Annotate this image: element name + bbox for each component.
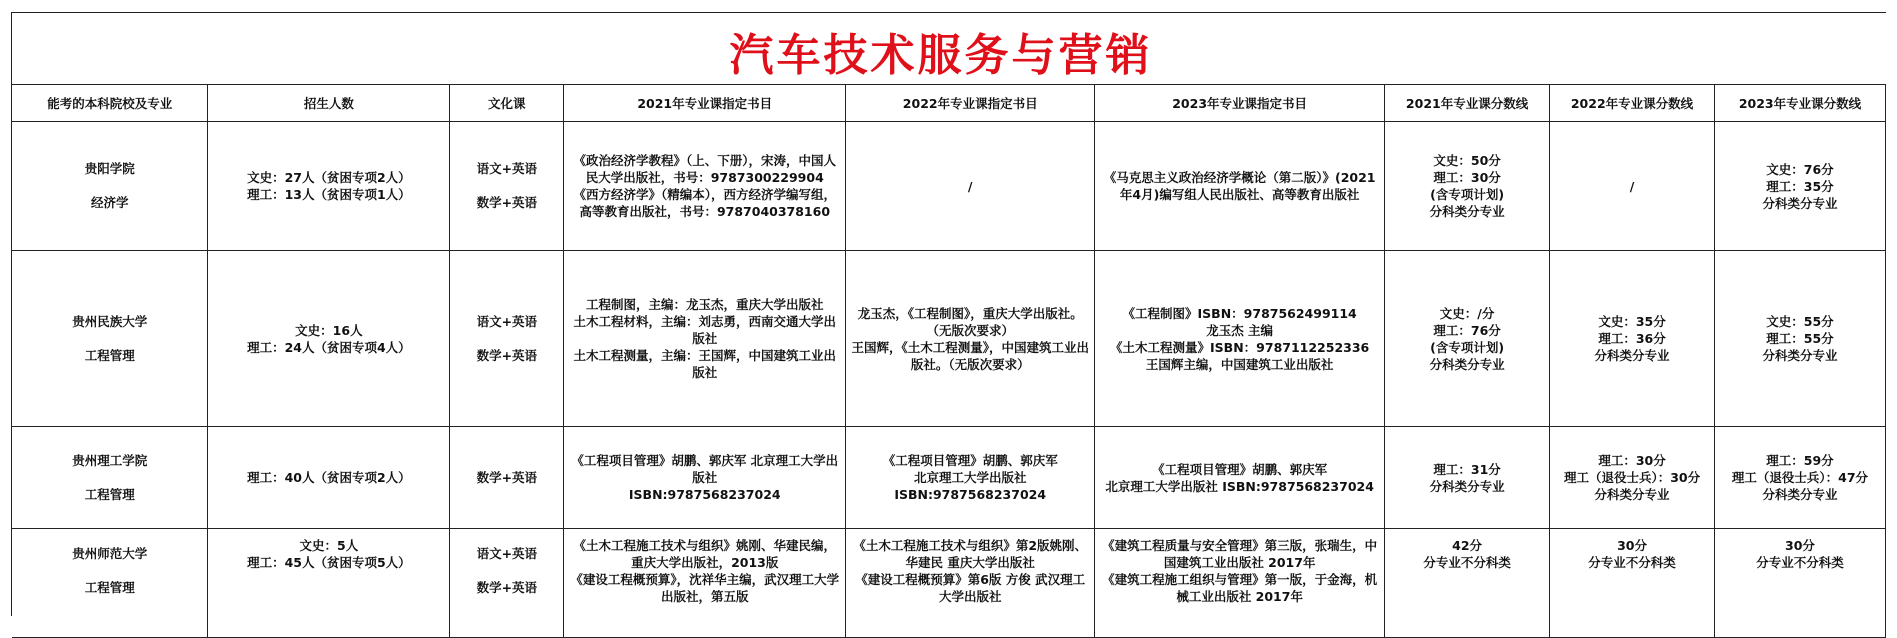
cell-line: 北京理工大学出版社 ISBN:9787568237024 xyxy=(1105,478,1374,494)
cell-line: 理工：30分 xyxy=(1433,170,1501,185)
cell-line: 《工程项目管理》胡鹏、郭庆军 xyxy=(882,453,1058,468)
header-cell: 2023年专业课指定书目 xyxy=(1095,85,1385,122)
cell-line: 《工程项目管理》胡鹏、郭庆军 北京理工大学出版社 xyxy=(571,453,839,485)
cell-line: (含专项计划) xyxy=(1430,339,1505,355)
cell-line: 工程管理 xyxy=(84,580,135,595)
header-cell: 2022年专业课分数线 xyxy=(1550,85,1715,122)
cell-line: 分科类分专业 xyxy=(1762,487,1838,502)
cell-line: 42分 xyxy=(1452,538,1483,553)
cell-line: 分科类分专业 xyxy=(1429,478,1505,494)
cell-line: 理工：13人（贫困专项1人） xyxy=(247,187,411,202)
header-cell: 招生人数 xyxy=(208,85,450,122)
school-cell xyxy=(12,251,208,427)
cell-line: 理工：55分 xyxy=(1766,331,1834,346)
table-row xyxy=(12,427,1886,529)
cell-line: 贵州理工学院 xyxy=(72,452,148,468)
cell-line: 王国辉主编，中国建筑工业出版社 xyxy=(1145,356,1334,372)
cell-line: 《土木工程施工技术与组织》第2版姚刚、华建民 重庆大学出版社 xyxy=(853,538,1088,570)
enrollment-cell xyxy=(208,122,450,251)
cell-line: 文史：50分 xyxy=(1433,153,1501,168)
cell-line: 《土木工程施工技术与组织》姚刚、华建民编，重庆大学出版社，2013版 xyxy=(573,538,836,570)
subjects-cell xyxy=(450,122,564,251)
score-2023-cell xyxy=(1714,251,1885,427)
cell-line: / xyxy=(1629,178,1635,194)
books-2021-cell xyxy=(564,122,846,251)
cell-line: 《西方经济学》（精编本），西方经济学编写组，高等教育出版社，书号：9787040378160 xyxy=(573,187,836,219)
cell-line: 分科类分专业 xyxy=(1594,487,1670,502)
title-row xyxy=(12,13,1886,85)
cell-line: 龙玉杰，《工程制图》，重庆大学出版社。（无版次要求） xyxy=(857,305,1083,338)
books-2022-cell xyxy=(846,427,1095,529)
cell-line: 30分 xyxy=(1617,538,1647,553)
subjects-cell xyxy=(450,529,564,638)
cell-line: 文史：16人 xyxy=(295,322,363,338)
header-row xyxy=(12,85,1886,122)
cell-line: 语文+英语 xyxy=(476,546,538,561)
cell-line: 分科类分专业 xyxy=(1429,356,1505,372)
header-cell: 能考的本科院校及专业 xyxy=(12,85,208,122)
books-2022-cell xyxy=(846,251,1095,427)
subjects-cell xyxy=(450,427,564,529)
cell-line: 文史：55分 xyxy=(1766,314,1834,329)
cell-line: 理工：24人（贫困专项4人） xyxy=(247,339,411,355)
cell-line: 工程制图，主编：龙玉杰，重庆大学出版社 xyxy=(585,297,824,312)
cell-line: 文史：5人 xyxy=(299,538,359,553)
score-2021-cell xyxy=(1385,427,1550,529)
school-cell xyxy=(12,529,208,638)
cell-line: 分专业不分科类 xyxy=(1756,555,1844,570)
cell-line: 《建设工程概预算》，沈祥华主编，武汉理工大学出版社，第五版 xyxy=(570,572,840,604)
table-row xyxy=(12,122,1886,251)
books-2021-cell xyxy=(564,427,846,529)
cell-line: 理工：30分 xyxy=(1598,453,1666,468)
cell-line: 北京理工大学出版社 xyxy=(913,470,1027,485)
books-2022-cell xyxy=(846,122,1095,251)
score-2022-cell xyxy=(1550,427,1715,529)
enrollment-cell xyxy=(208,427,450,529)
score-2022-cell xyxy=(1550,122,1715,251)
cell-line: 30分 xyxy=(1785,538,1815,553)
enrollment-cell xyxy=(208,529,450,638)
cell-line: 《工程项目管理》胡鹏、郭庆军 xyxy=(1152,461,1328,477)
cell-line: 工程管理 xyxy=(84,347,135,363)
cell-line: 分科类分专业 xyxy=(1762,348,1838,363)
books-2023-cell xyxy=(1095,251,1385,427)
books-2021-cell xyxy=(564,529,846,638)
books-2023-cell xyxy=(1095,529,1385,638)
table-row xyxy=(12,529,1886,638)
cell-line: 龙玉杰 主编 xyxy=(1206,322,1274,338)
subjects-cell xyxy=(450,251,564,427)
cell-line: 理工：31分 xyxy=(1433,461,1501,477)
cell-line: 理工（退役士兵）：47分 xyxy=(1731,470,1869,485)
cell-line: 《建筑工程质量与安全管理》第三版，张瑞生，中国建筑工业出版社 2017年 xyxy=(1102,538,1378,570)
cell-line: 分专业不分科类 xyxy=(1423,555,1511,570)
school-cell xyxy=(12,122,208,251)
cell-line: 文史：35分 xyxy=(1598,314,1666,329)
cell-line: 文史：76分 xyxy=(1766,161,1834,177)
cell-line: 数学+英语 xyxy=(476,195,538,210)
cell-line: 王国辉，《土木工程测量》，中国建筑工业出版社。（无版次要求） xyxy=(851,339,1089,372)
score-2023-cell xyxy=(1714,122,1885,251)
cell-line: 《政治经济学教程》（上、下册），宋涛，中国人民大学出版社，书号：9787300229904 xyxy=(573,153,836,185)
score-2021-cell xyxy=(1385,251,1550,427)
score-2023-cell xyxy=(1714,529,1885,638)
cell-line: 土木工程测量，主编：王国辉，中国建筑工业出版社 xyxy=(573,348,836,380)
score-2021-cell xyxy=(1385,529,1550,638)
cell-line: 理工：35分 xyxy=(1766,178,1834,194)
books-2021-cell xyxy=(564,251,846,427)
cell-line: 分科类分专业 xyxy=(1429,204,1505,219)
header-cell: 2021年专业课分数线 xyxy=(1385,85,1550,122)
cell-line: 分科类分专业 xyxy=(1762,195,1838,211)
cell-line: 《土木工程测量》ISBN：9787112252336 xyxy=(1110,339,1370,355)
cell-line: 理工：40人（贫困专项2人） xyxy=(247,470,411,485)
cell-line: 《建筑工程施工组织与管理》第一版，于金海，机械工业出版社 2017年 xyxy=(1102,572,1378,604)
cell-line: 理工（退役士兵）：30分 xyxy=(1563,470,1701,485)
cell-line: / xyxy=(967,178,973,194)
cell-line: 文史：27人（贫困专项2人） xyxy=(247,170,411,185)
header-cell: 2021年专业课指定书目 xyxy=(564,85,846,122)
cell-line: ISBN:9787568237024 xyxy=(628,487,781,502)
books-2022-cell xyxy=(846,529,1095,638)
table-row xyxy=(12,251,1886,427)
header-cell: 2023年专业课分数线 xyxy=(1714,85,1885,122)
score-2022-cell xyxy=(1550,251,1715,427)
cell-line: 工程管理 xyxy=(84,486,135,502)
cell-line: (含专项计划) xyxy=(1430,187,1505,202)
cell-line: 贵州师范大学 xyxy=(72,546,148,561)
cell-line: 贵州民族大学 xyxy=(72,313,148,329)
header-cell: 2022年专业课指定书目 xyxy=(846,85,1095,122)
cell-line: 经济学 xyxy=(90,195,129,210)
cell-line: 数学+英语 xyxy=(476,580,538,595)
cell-line: ISBN:9787568237024 xyxy=(894,487,1047,502)
header-cell: 文化课 xyxy=(450,85,564,122)
cell-line: 土木工程材料，主编：刘志勇，西南交通大学出版社 xyxy=(573,314,836,346)
cell-line: 理工：76分 xyxy=(1433,322,1501,338)
admission-table xyxy=(12,85,1886,638)
books-2023-cell xyxy=(1095,427,1385,529)
sheet-title: 汽车技术服务与营销 xyxy=(729,29,1153,81)
cell-line: 理工：45人（贫困专项5人） xyxy=(247,555,411,570)
score-2021-cell xyxy=(1385,122,1550,251)
cell-line: 分科类分专业 xyxy=(1594,348,1670,363)
books-2023-cell xyxy=(1095,122,1385,251)
cell-line: 语文+英语 xyxy=(476,161,538,176)
score-2023-cell xyxy=(1714,427,1885,529)
spreadsheet xyxy=(11,12,1886,616)
cell-line: 贵阳学院 xyxy=(84,161,135,176)
enrollment-cell xyxy=(208,251,450,427)
cell-line: 《马克思主义政治经济学概论（第二版）》(2021年4月)编写组人民出版社、高等教育出版社 xyxy=(1103,170,1376,202)
cell-line: 理工：59分 xyxy=(1766,453,1834,468)
score-2022-cell xyxy=(1550,529,1715,638)
cell-line: 数学+英语 xyxy=(476,347,538,363)
cell-line: 文史：/分 xyxy=(1439,305,1495,321)
cell-line: 数学+英语 xyxy=(476,469,538,485)
cell-line: 语文+英语 xyxy=(476,313,538,329)
cell-line: 《工程制图》ISBN：9787562499114 xyxy=(1122,305,1357,321)
school-cell xyxy=(12,427,208,529)
cell-line: 分专业不分科类 xyxy=(1588,555,1676,570)
cell-line: 《建设工程概预算》第6版 方俊 武汉理工大学出版社 xyxy=(855,572,1086,604)
cell-line: 理工：36分 xyxy=(1598,331,1666,346)
